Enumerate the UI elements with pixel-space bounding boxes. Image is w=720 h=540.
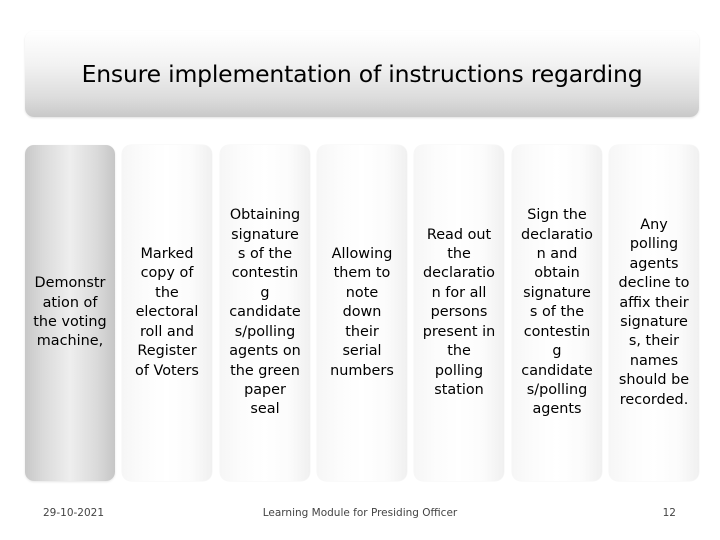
footer-date: 29-10-2021: [43, 507, 105, 519]
step-card-1: [25, 145, 115, 481]
step-card-4: [317, 145, 407, 481]
slide-title: Ensure implementation of instructions regarding: [81, 60, 643, 88]
step-card-text: Marked copy of the electoral roll and Register of Voters: [135, 246, 199, 379]
footer-title: Learning Module for Presiding Officer: [262, 507, 458, 519]
steps-row: [0, 145, 720, 481]
step-card-2: [122, 145, 212, 481]
step-card-5: [414, 145, 504, 481]
step-card-text: Allowing them to note down their serial numbers: [330, 246, 394, 379]
step-card-text: Sign the declaratio n and obtain signature s of the contestin g candidate s/polling agents: [521, 207, 593, 418]
page-number: 12: [662, 507, 676, 519]
step-card-text: Demonstr ation of the voting machine,: [33, 275, 107, 350]
step-card-text: Any polling agents decline to affix their signature s, their names should be recorded.: [618, 216, 690, 408]
step-card-text: Obtaining signature s of the contestin g candidate s/polling agents on the green paper seal: [229, 207, 301, 418]
step-card-7: [609, 145, 699, 481]
step-card-6: [512, 145, 602, 481]
title-banner: [25, 31, 699, 117]
step-card-3: [220, 145, 310, 481]
step-card-text: Read out the declaratio n for all persons present in the polling station: [422, 226, 496, 398]
